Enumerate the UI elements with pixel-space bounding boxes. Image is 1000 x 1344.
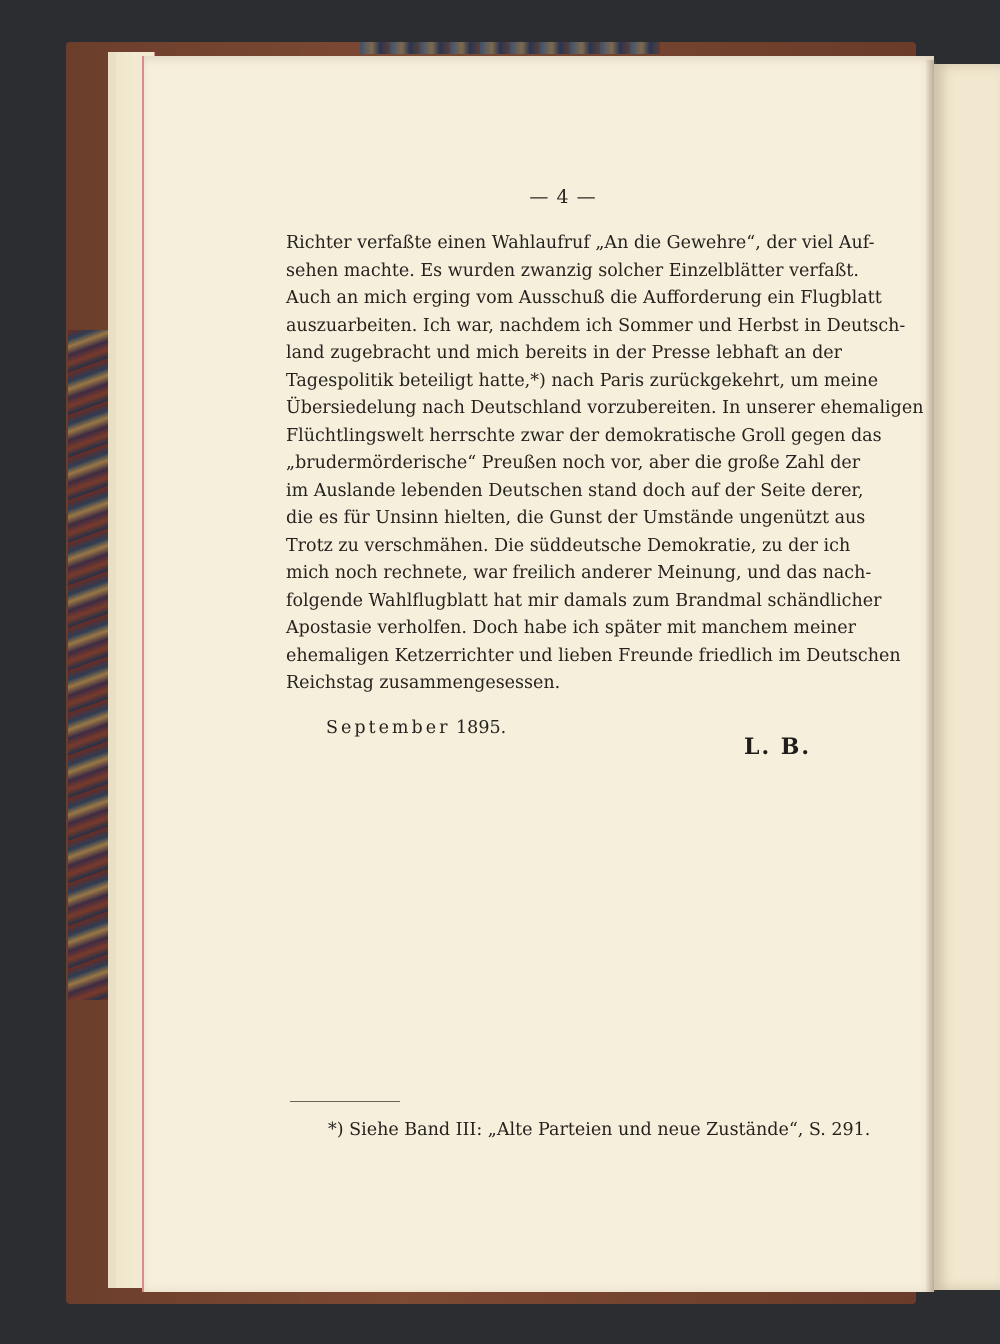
- footnote-divider: [290, 1101, 400, 1102]
- footnote: *) Siehe Band III: „Alte Parteien und neue Zustände“, S. 291.: [328, 1120, 871, 1140]
- closing-date-month: September: [326, 718, 451, 738]
- page-number: — 4 —: [529, 186, 597, 208]
- text-line: folgende Wahlflugblatt hat mir damals zum Brandmal schändlicher: [286, 590, 882, 611]
- text-line: Tagespolitik beteiligt hatte,*) nach Paris zurückgekehrt, um meine: [286, 370, 879, 391]
- text-line: sehen machte. Es wurden zwanzig solcher Einzelblätter verfaßt.: [286, 260, 859, 281]
- text-line: „brudermörderische“ Preußen noch vor, aber die große Zahl der: [286, 453, 861, 473]
- text-line: auszuarbeiten. Ich war, nachdem ich Sommer und Herbst in Deutsch-: [286, 315, 906, 336]
- text-line: Auch an mich erging vom Ausschuß die Aufforderung ein Flugblatt: [286, 288, 882, 308]
- text-line: ehemaligen Ketzerrichter und lieben Freunde friedlich im Deutschen: [286, 645, 901, 666]
- text-line: mich noch rechnete, war freilich anderer Meinung, und das nach-: [286, 563, 872, 583]
- closing-date-year: 1895.: [456, 718, 507, 738]
- text-line: im Auslande lebenden Deutschen stand doch auf der Seite derer,: [286, 480, 864, 501]
- facing-page: [934, 64, 1000, 1290]
- text-line: land zugebracht und mich bereits in der Presse lebhaft an der: [286, 343, 842, 363]
- text-line: Übersiedelung nach Deutschland vorzubereiten. In unserer ehemaligen: [286, 398, 924, 418]
- marbled-endpaper: [68, 330, 110, 1000]
- author-initials: L. B.: [744, 734, 812, 760]
- body-text: [286, 230, 924, 698]
- closing-date: [326, 718, 506, 738]
- text-line: Richter verfaßte einen Wahlaufruf „An die Gewehre“, der viel Auf-: [286, 233, 875, 253]
- text-line: Reichstag zusammengesessen.: [286, 673, 561, 693]
- text-line: Apostasie verholfen. Doch habe ich später mit manchem meiner: [286, 618, 856, 638]
- text-line: Flüchtlingswelt herrschte zwar der demokratische Groll gegen das: [286, 425, 882, 446]
- text-line: die es für Unsinn hielten, die Gunst der Umstände ungenützt aus: [286, 508, 866, 528]
- cover-top-marbling: [360, 42, 660, 54]
- text-line: Trotz zu verschmähen. Die süddeutsche Demokratie, zu der ich: [286, 535, 851, 556]
